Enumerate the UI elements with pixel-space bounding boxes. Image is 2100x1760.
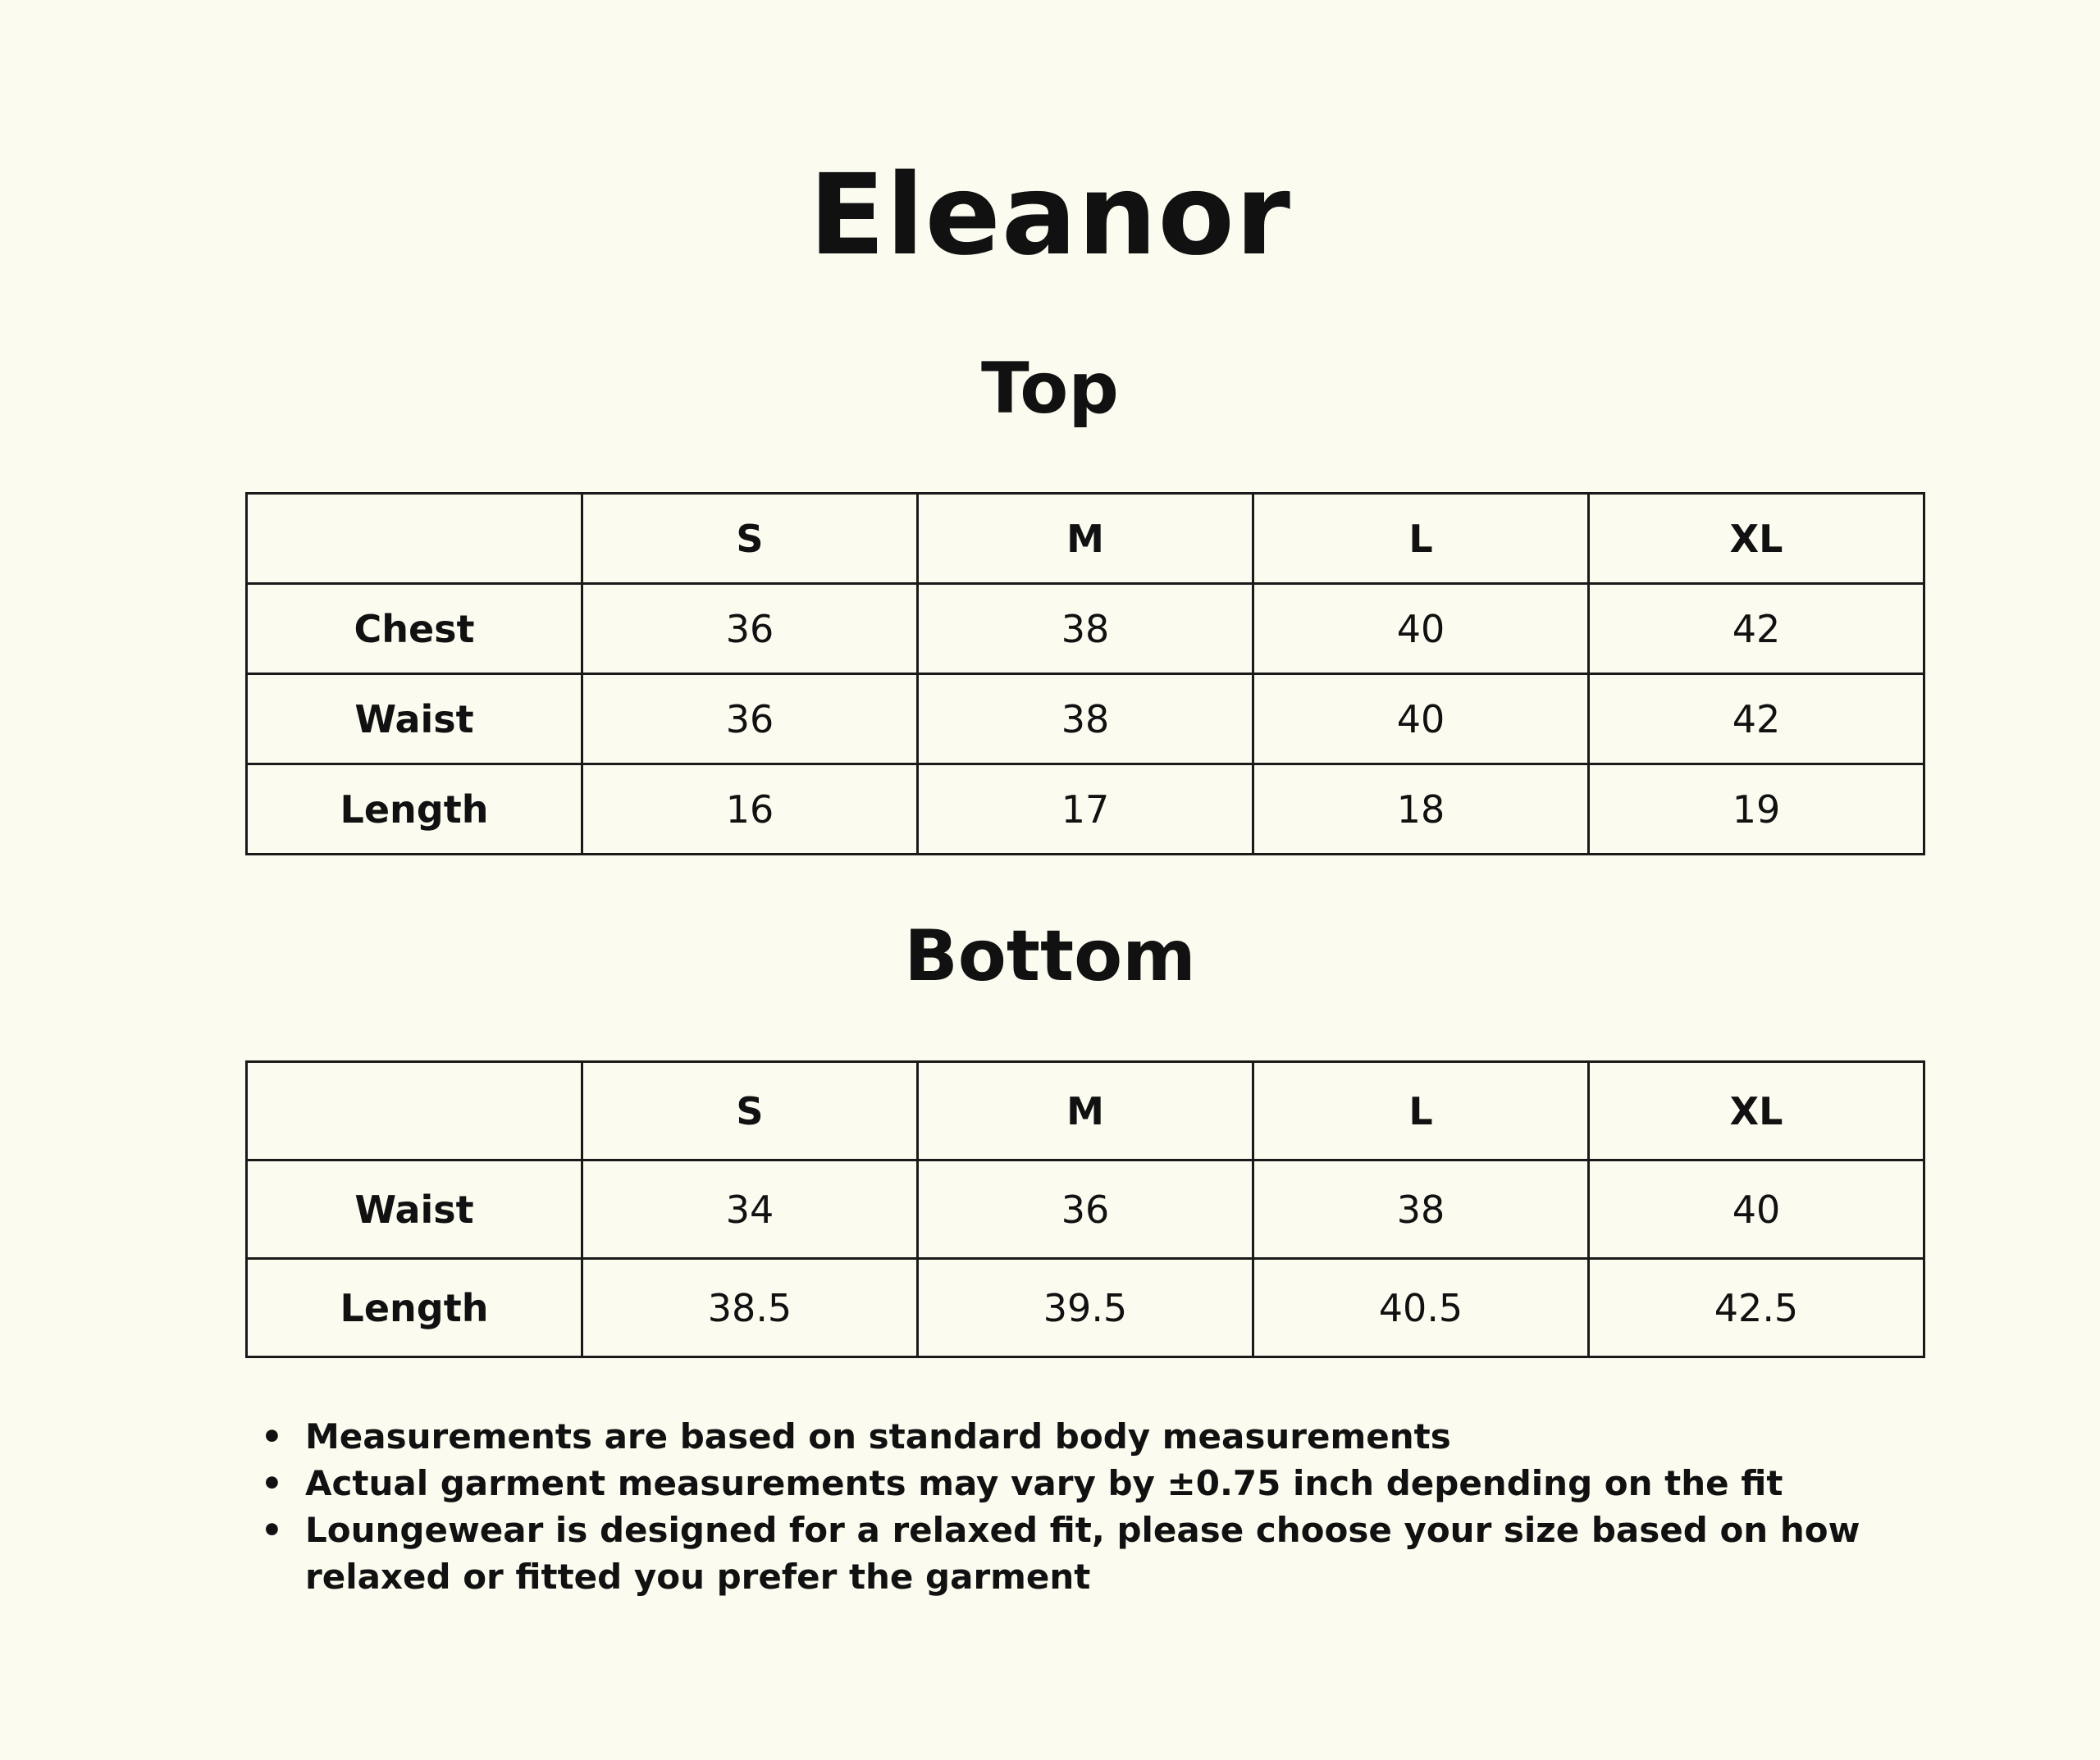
bullet-icon: • xyxy=(261,1510,283,1550)
table-cell: 34 xyxy=(582,1160,918,1259)
table-row xyxy=(247,584,1924,674)
top-section-heading: Top xyxy=(981,348,1119,430)
note-text: Measurements are based on standard body measurements xyxy=(305,1416,1451,1457)
header-cell-empty xyxy=(247,494,582,584)
table-cell: 39.5 xyxy=(918,1259,1253,1357)
header-cell-size: L xyxy=(1253,494,1589,584)
header-cell-empty xyxy=(247,1062,582,1160)
bottom-section-heading: Bottom xyxy=(904,915,1196,997)
table-cell: 42 xyxy=(1589,674,1924,764)
bullet-icon: • xyxy=(261,1463,283,1503)
top-size-table xyxy=(245,492,1925,855)
table-cell: 42.5 xyxy=(1589,1259,1924,1357)
table-cell: 40.5 xyxy=(1253,1259,1589,1357)
page-title: Eleanor xyxy=(809,151,1291,280)
table-cell: 17 xyxy=(918,764,1253,855)
header-cell-size: S xyxy=(582,494,918,584)
table-cell: 38 xyxy=(918,584,1253,674)
measurement-notes xyxy=(261,1413,1942,1600)
table-cell: 40 xyxy=(1253,674,1589,764)
table-row xyxy=(247,764,1924,855)
table-row xyxy=(247,1259,1924,1357)
table-cell: 38 xyxy=(918,674,1253,764)
table-cell: 18 xyxy=(1253,764,1589,855)
row-label: Waist xyxy=(247,1160,582,1259)
header-cell-size: XL xyxy=(1589,1062,1924,1160)
table-cell: 36 xyxy=(918,1160,1253,1259)
row-label: Chest xyxy=(247,584,582,674)
table-row xyxy=(247,1160,1924,1259)
note-text: Actual garment measurements may vary by ±0.75 inch depending on the fit xyxy=(305,1463,1783,1503)
note-item xyxy=(261,1413,1942,1460)
row-label: Length xyxy=(247,1259,582,1357)
note-text: Loungewear is designed for a relaxed fit, please choose your size based on how relaxed or fitted you prefer the garment xyxy=(305,1510,1860,1597)
header-cell-size: L xyxy=(1253,1062,1589,1160)
header-cell-size: S xyxy=(582,1062,918,1160)
bottom-size-table xyxy=(245,1060,1925,1358)
table-row xyxy=(247,674,1924,764)
table-header-row xyxy=(247,1062,1924,1160)
table-cell: 16 xyxy=(582,764,918,855)
table-cell: 42 xyxy=(1589,584,1924,674)
note-item xyxy=(261,1507,1942,1600)
header-cell-size: M xyxy=(918,1062,1253,1160)
row-label: Length xyxy=(247,764,582,855)
table-cell: 36 xyxy=(582,584,918,674)
note-item xyxy=(261,1460,1942,1507)
table-header-row xyxy=(247,494,1924,584)
table-cell: 40 xyxy=(1589,1160,1924,1259)
table-cell: 36 xyxy=(582,674,918,764)
header-cell-size: XL xyxy=(1589,494,1924,584)
header-cell-size: M xyxy=(918,494,1253,584)
bullet-icon: • xyxy=(261,1416,283,1457)
table-cell: 40 xyxy=(1253,584,1589,674)
table-cell: 38 xyxy=(1253,1160,1589,1259)
table-cell: 38.5 xyxy=(582,1259,918,1357)
table-cell: 19 xyxy=(1589,764,1924,855)
row-label: Waist xyxy=(247,674,582,764)
